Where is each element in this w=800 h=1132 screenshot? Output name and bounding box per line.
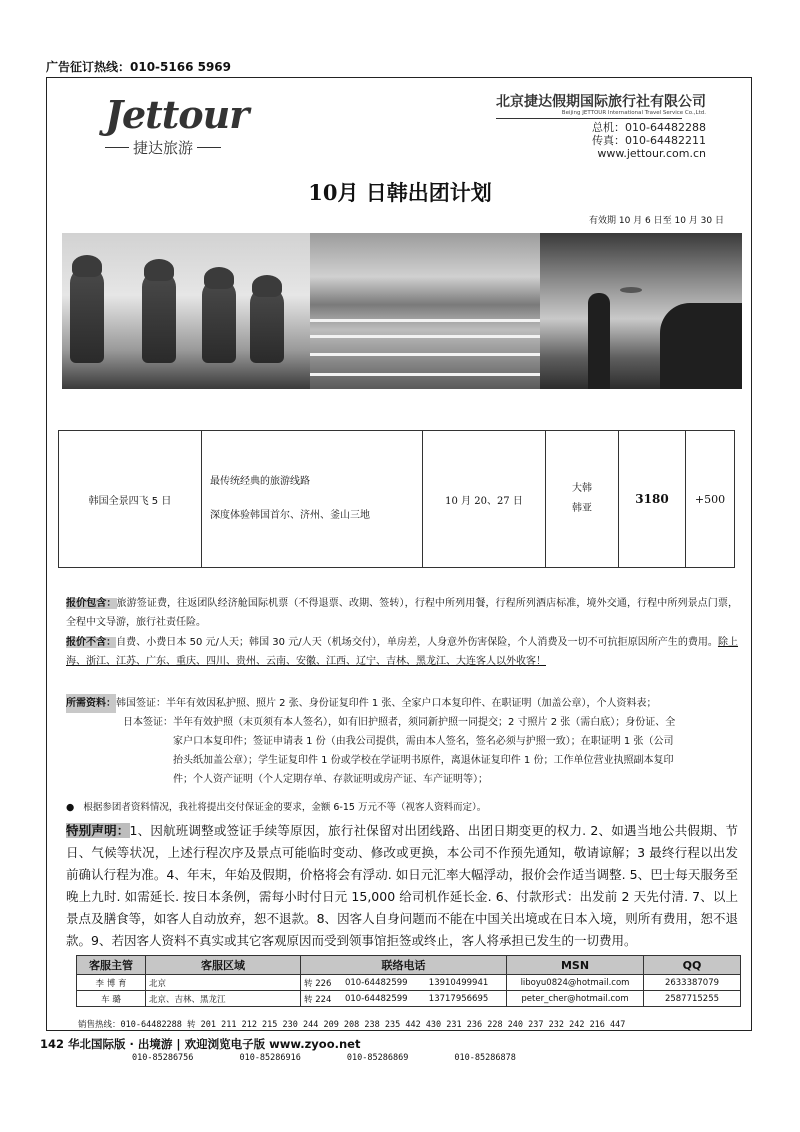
company-fax: 传真：010-64482211 xyxy=(592,134,706,147)
phone-ext: 转 226 xyxy=(301,975,342,991)
japan-visa-line: 件；个人资产证明（个人定期存单、存款证明或房产证、车产证明等）； xyxy=(173,774,488,785)
ad-hotline: 广告征订热线：010-5166 5969 xyxy=(46,60,232,74)
price-includes-label: 报价包含： xyxy=(66,598,117,609)
col-qq: QQ xyxy=(644,956,741,975)
departure-dates: 10 月 20、27 日 xyxy=(423,431,546,568)
manager-name: 车 璐 xyxy=(77,991,146,1007)
japan-visa-docs xyxy=(66,713,738,789)
manager-name: 李 博 育 xyxy=(77,975,146,991)
company-main-phone: 总机：010-64482288 xyxy=(592,121,706,134)
mobile-number: 13910499941 xyxy=(426,975,507,991)
page-title: 10月 日韩出团计划 xyxy=(308,180,492,205)
route-desc-line-2: 深度体验韩国首尔、济州、釜山三地 xyxy=(210,510,370,521)
msn-address[interactable]: liboyu0824@hotmail.com xyxy=(507,975,644,991)
col-msn: MSN xyxy=(507,956,644,975)
airlines xyxy=(546,431,619,568)
logo-wordmark: Jettour xyxy=(105,92,249,137)
price-excludes-text: 自费、小费日本 50 元/人天；韩国 30 元/人天（机场交付），单房差，人身意外伤害保险，个人消费及一切不可抗拒原因所产生的费用。 xyxy=(116,637,718,648)
route-description xyxy=(202,431,423,568)
special-statement xyxy=(66,820,738,952)
service-region: 北京 xyxy=(146,975,301,991)
route-name: 韩国全景四飞 5 日 xyxy=(59,431,202,568)
route-desc-line-1: 最传统经典的旅游线路 xyxy=(210,476,310,487)
table-row xyxy=(59,431,735,568)
price-excludes xyxy=(66,633,738,671)
msn-address[interactable]: peter_cher@hotmail.com xyxy=(507,991,644,1007)
documents-label: 所需资料： xyxy=(66,694,116,713)
logo-subtitle xyxy=(105,137,235,158)
phone-number: 010-64482599 xyxy=(342,991,426,1007)
sales-hotline-1: 销售热线：010-64482288 转 201 211 212 215 230 244 209 208 238 235 442 430 231 236 228 240 237 232 242 216 447 xyxy=(78,1020,626,1030)
service-region: 北京、吉林、黑龙江 xyxy=(146,991,301,1007)
airline-1: 大韩 xyxy=(572,483,592,494)
sales-hotline-2: 010-85286756 010-85286916 010-85286869 010-85286878 xyxy=(132,1053,516,1063)
single-supplement: +500 xyxy=(686,431,735,568)
tour-table xyxy=(58,430,735,568)
table-row xyxy=(77,975,741,991)
japan-visa-line: 半年有效护照（末页须有本人签名），如有旧护照者，须同新护照一同提交；2 寸照片 2 张（需白底）；身份证、全 xyxy=(173,717,676,728)
col-region: 客服区域 xyxy=(146,956,301,975)
japan-visa-line: 家户口本复印件；签证申请表 1 份（由我公司提供，需由本人签名，签名必须与护照一致）；在职证明 1 张（公司 xyxy=(173,736,674,747)
special-statement-label: 特别声明： xyxy=(66,823,130,838)
deposit-note-text: 根据参团者资料情况，我社将提出交付保证金的要求，金额 6-15 万元不等（视客人资料而定）。 xyxy=(83,802,487,813)
validity-period: 有效期 10 月 6 日至 10 月 30 日 xyxy=(589,216,724,226)
phone-number: 010-64482599 xyxy=(342,975,426,991)
japan-visa-text xyxy=(173,713,738,789)
company-website: www.jettour.com.cn xyxy=(597,147,706,160)
page-footer: 142 华北国际版 · 出境游 | 欢迎浏览电子版 www.zyoo.net xyxy=(40,1037,361,1051)
customer-region-note: 除上海、浙江、江苏、广东、重庆、四川、贵州、云南、安徽、江西、辽宁、吉林、黑龙江、大连客人以外收客！ xyxy=(66,637,739,667)
col-manager: 客服主管 xyxy=(77,956,146,975)
flower-field-photo xyxy=(310,233,540,389)
korea-visa-text: 半年有效因私护照、照片 2 张、身份证复印件 1 张、全家户口本复印件、在职证明（加盖公章），个人资料表； xyxy=(166,698,657,709)
japan-visa-line: 抬头纸加盖公章）；学生证复印件 1 份或学校在学证明书原件，离退休证复印件 1 份；工作单位营业执照副本复印 xyxy=(173,755,674,766)
company-name-cn: 北京捷达假期国际旅行社有限公司 xyxy=(496,94,706,110)
company-info xyxy=(496,96,706,160)
qq-number: 2587715255 xyxy=(644,991,741,1007)
price-includes xyxy=(66,594,738,632)
jeju-statues-photo xyxy=(62,233,310,389)
col-phone: 联络电话 xyxy=(301,956,507,975)
required-documents xyxy=(66,694,738,789)
korea-visa-docs xyxy=(66,694,738,713)
korea-visa-label: 韩国签证： xyxy=(116,698,166,709)
logo-subtitle-text: 捷达旅游 xyxy=(133,139,194,157)
bullet-icon: ● xyxy=(66,802,75,813)
coastal-rock-photo xyxy=(540,233,742,389)
phone-ext: 转 224 xyxy=(301,991,342,1007)
mobile-number: 13717956695 xyxy=(426,991,507,1007)
price-excludes-label: 报价不含： xyxy=(66,637,117,648)
special-statement-text: 1、因航班调整或签证手续等原因，旅行社保留对出团线路、出团日期变更的权力. 2、如遇当地公共假期、节日、气候等状况，上述行程次序及景点可能临时变动、修改或更换，本公司不作预先通知，敬请谅解；3 最终行程以出发前确认行程为准。4、年末，年始及假期，价格将会有浮动. 如日元汇率大幅浮动，报价会作适当调整. 5、巴士每天服务至晚上九时. 如需延长. 按日本条例，需每小时付日元 15,000 给司机作延长金. 6、付款形式：出发前 2 天先付清. 7、以上景点及膳食等，如客人自动放弃，恕不退款。8、因客人自身问题而不能在中国关出境或在日本入境，则所有费用，恕不退款。9、若因客人资料不真实或其它客观原因而受到领事馆拒签或终止，客人将承担已发生的一切费用。 xyxy=(66,823,738,948)
airline-2: 韩亚 xyxy=(572,503,592,514)
jettour-logo xyxy=(105,92,249,158)
table-header-row xyxy=(77,956,741,975)
company-divider xyxy=(496,118,682,119)
qq-number: 2633387079 xyxy=(644,975,741,991)
japan-visa-label: 日本签证： xyxy=(123,717,173,728)
price-includes-text: 旅游签证费，往返团队经济舱国际机票（不得退票、改期、签转），行程中所列用餐，行程所列酒店标准，境外交通，行程中所列景点门票，全程中文导游，旅行社责任险。 xyxy=(66,598,739,628)
tour-price: 3180 xyxy=(619,431,686,568)
deposit-note xyxy=(66,799,486,813)
company-name-en: Beijing JETTOUR International Travel Service Co.,Ltd. xyxy=(561,110,706,116)
